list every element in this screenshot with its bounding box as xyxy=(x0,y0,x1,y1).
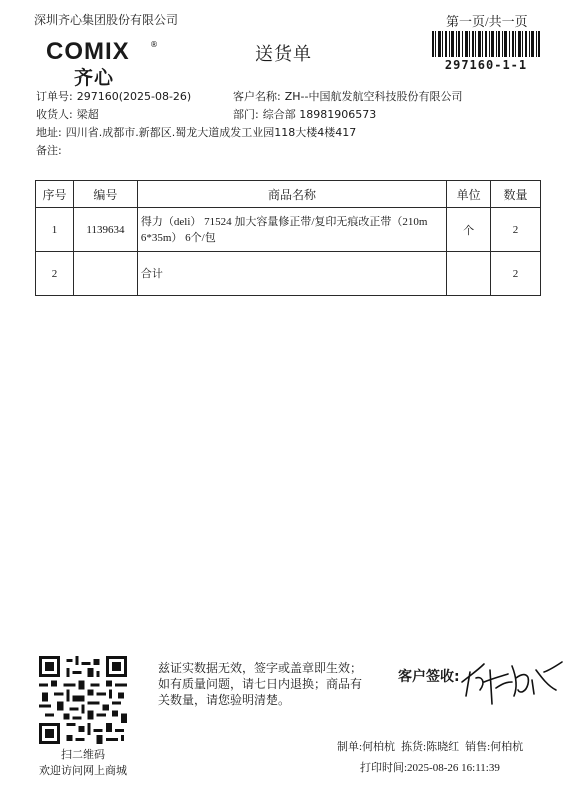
order-number-line xyxy=(36,88,191,104)
table-row-total xyxy=(36,252,541,296)
receiver-value: 梁超 xyxy=(76,108,99,121)
department-line xyxy=(233,106,376,122)
logo-chinese: 齐心 xyxy=(74,67,115,89)
print-time: 打印时间:2025-08-26 16:11:39 xyxy=(360,762,500,774)
remark-line xyxy=(36,142,62,158)
logo-brand: COMIX xyxy=(46,38,130,65)
address-label: 地址: xyxy=(36,126,62,139)
company-name: 深圳齐心集团股份有限公司 xyxy=(34,13,179,27)
barcode-icon xyxy=(432,31,540,57)
handwritten-signature xyxy=(458,652,566,708)
row-unit xyxy=(447,252,491,296)
row-product-name: 得力（deli） 71524 加大容量修正带/复印无痕改正带（210m 6*35m） 6个/包 xyxy=(137,208,446,252)
row-product-name: 合计 xyxy=(137,252,446,296)
department-value: 综合部 18981906573 xyxy=(262,108,377,121)
row-code: 1139634 xyxy=(73,208,137,252)
staff-line xyxy=(337,738,529,754)
registered-icon: ® xyxy=(150,40,158,49)
document-title: 送货单 xyxy=(255,44,312,65)
remark-label: 备注: xyxy=(36,144,62,157)
header-code: 编号 xyxy=(73,181,137,208)
customer-value: ZH--中国航发航空科技股份有限公司 xyxy=(284,90,463,103)
row-code xyxy=(73,252,137,296)
sales-text: 销售:何柏杭 xyxy=(465,741,524,753)
row-seq: 2 xyxy=(36,252,74,296)
row-unit: 个 xyxy=(447,208,491,252)
qr-caption-line-1: 扫二维码 xyxy=(61,749,105,761)
address-line xyxy=(36,124,356,140)
address-value: 四川省.成都市.新都区.蜀龙大道成发工业园118大楼4楼417 xyxy=(65,126,357,139)
header-product-name: 商品名称 xyxy=(137,181,446,208)
row-seq: 1 xyxy=(36,208,74,252)
customer-signature-label: 客户签收: xyxy=(398,669,460,685)
table-row xyxy=(36,208,541,252)
items-table xyxy=(35,180,541,296)
header-quantity: 数量 xyxy=(491,181,541,208)
notice-text: 兹证实数据无效，签字或盖章即生效；如有质量问题，请七日内退换；商品有关数量，请您验明清楚。 xyxy=(158,661,363,707)
receiver-line xyxy=(36,106,99,122)
department-label: 部门: xyxy=(233,108,259,121)
table-header-row xyxy=(36,181,541,208)
maker-text: 制单:何柏杭 xyxy=(337,741,396,753)
comix-logo xyxy=(46,38,158,89)
row-quantity: 2 xyxy=(491,252,541,296)
qr-caption xyxy=(28,747,138,779)
qr-code-icon xyxy=(39,656,127,744)
header-seq: 序号 xyxy=(36,181,74,208)
order-number-label: 订单号: xyxy=(36,90,73,103)
customer-line xyxy=(233,88,462,104)
receiver-label: 收货人: xyxy=(36,108,73,121)
picker-text: 拣货:陈晓红 xyxy=(401,741,460,753)
barcode-number: 297160-1-1 xyxy=(444,58,528,72)
qr-caption-line-2: 欢迎访问网上商城 xyxy=(39,765,127,777)
page-indicator: 第一页/共一页 xyxy=(446,14,528,29)
header-unit: 单位 xyxy=(447,181,491,208)
order-number-value: 297160(2025-08-26) xyxy=(76,90,192,103)
row-quantity: 2 xyxy=(491,208,541,252)
customer-label: 客户名称: xyxy=(233,90,281,103)
